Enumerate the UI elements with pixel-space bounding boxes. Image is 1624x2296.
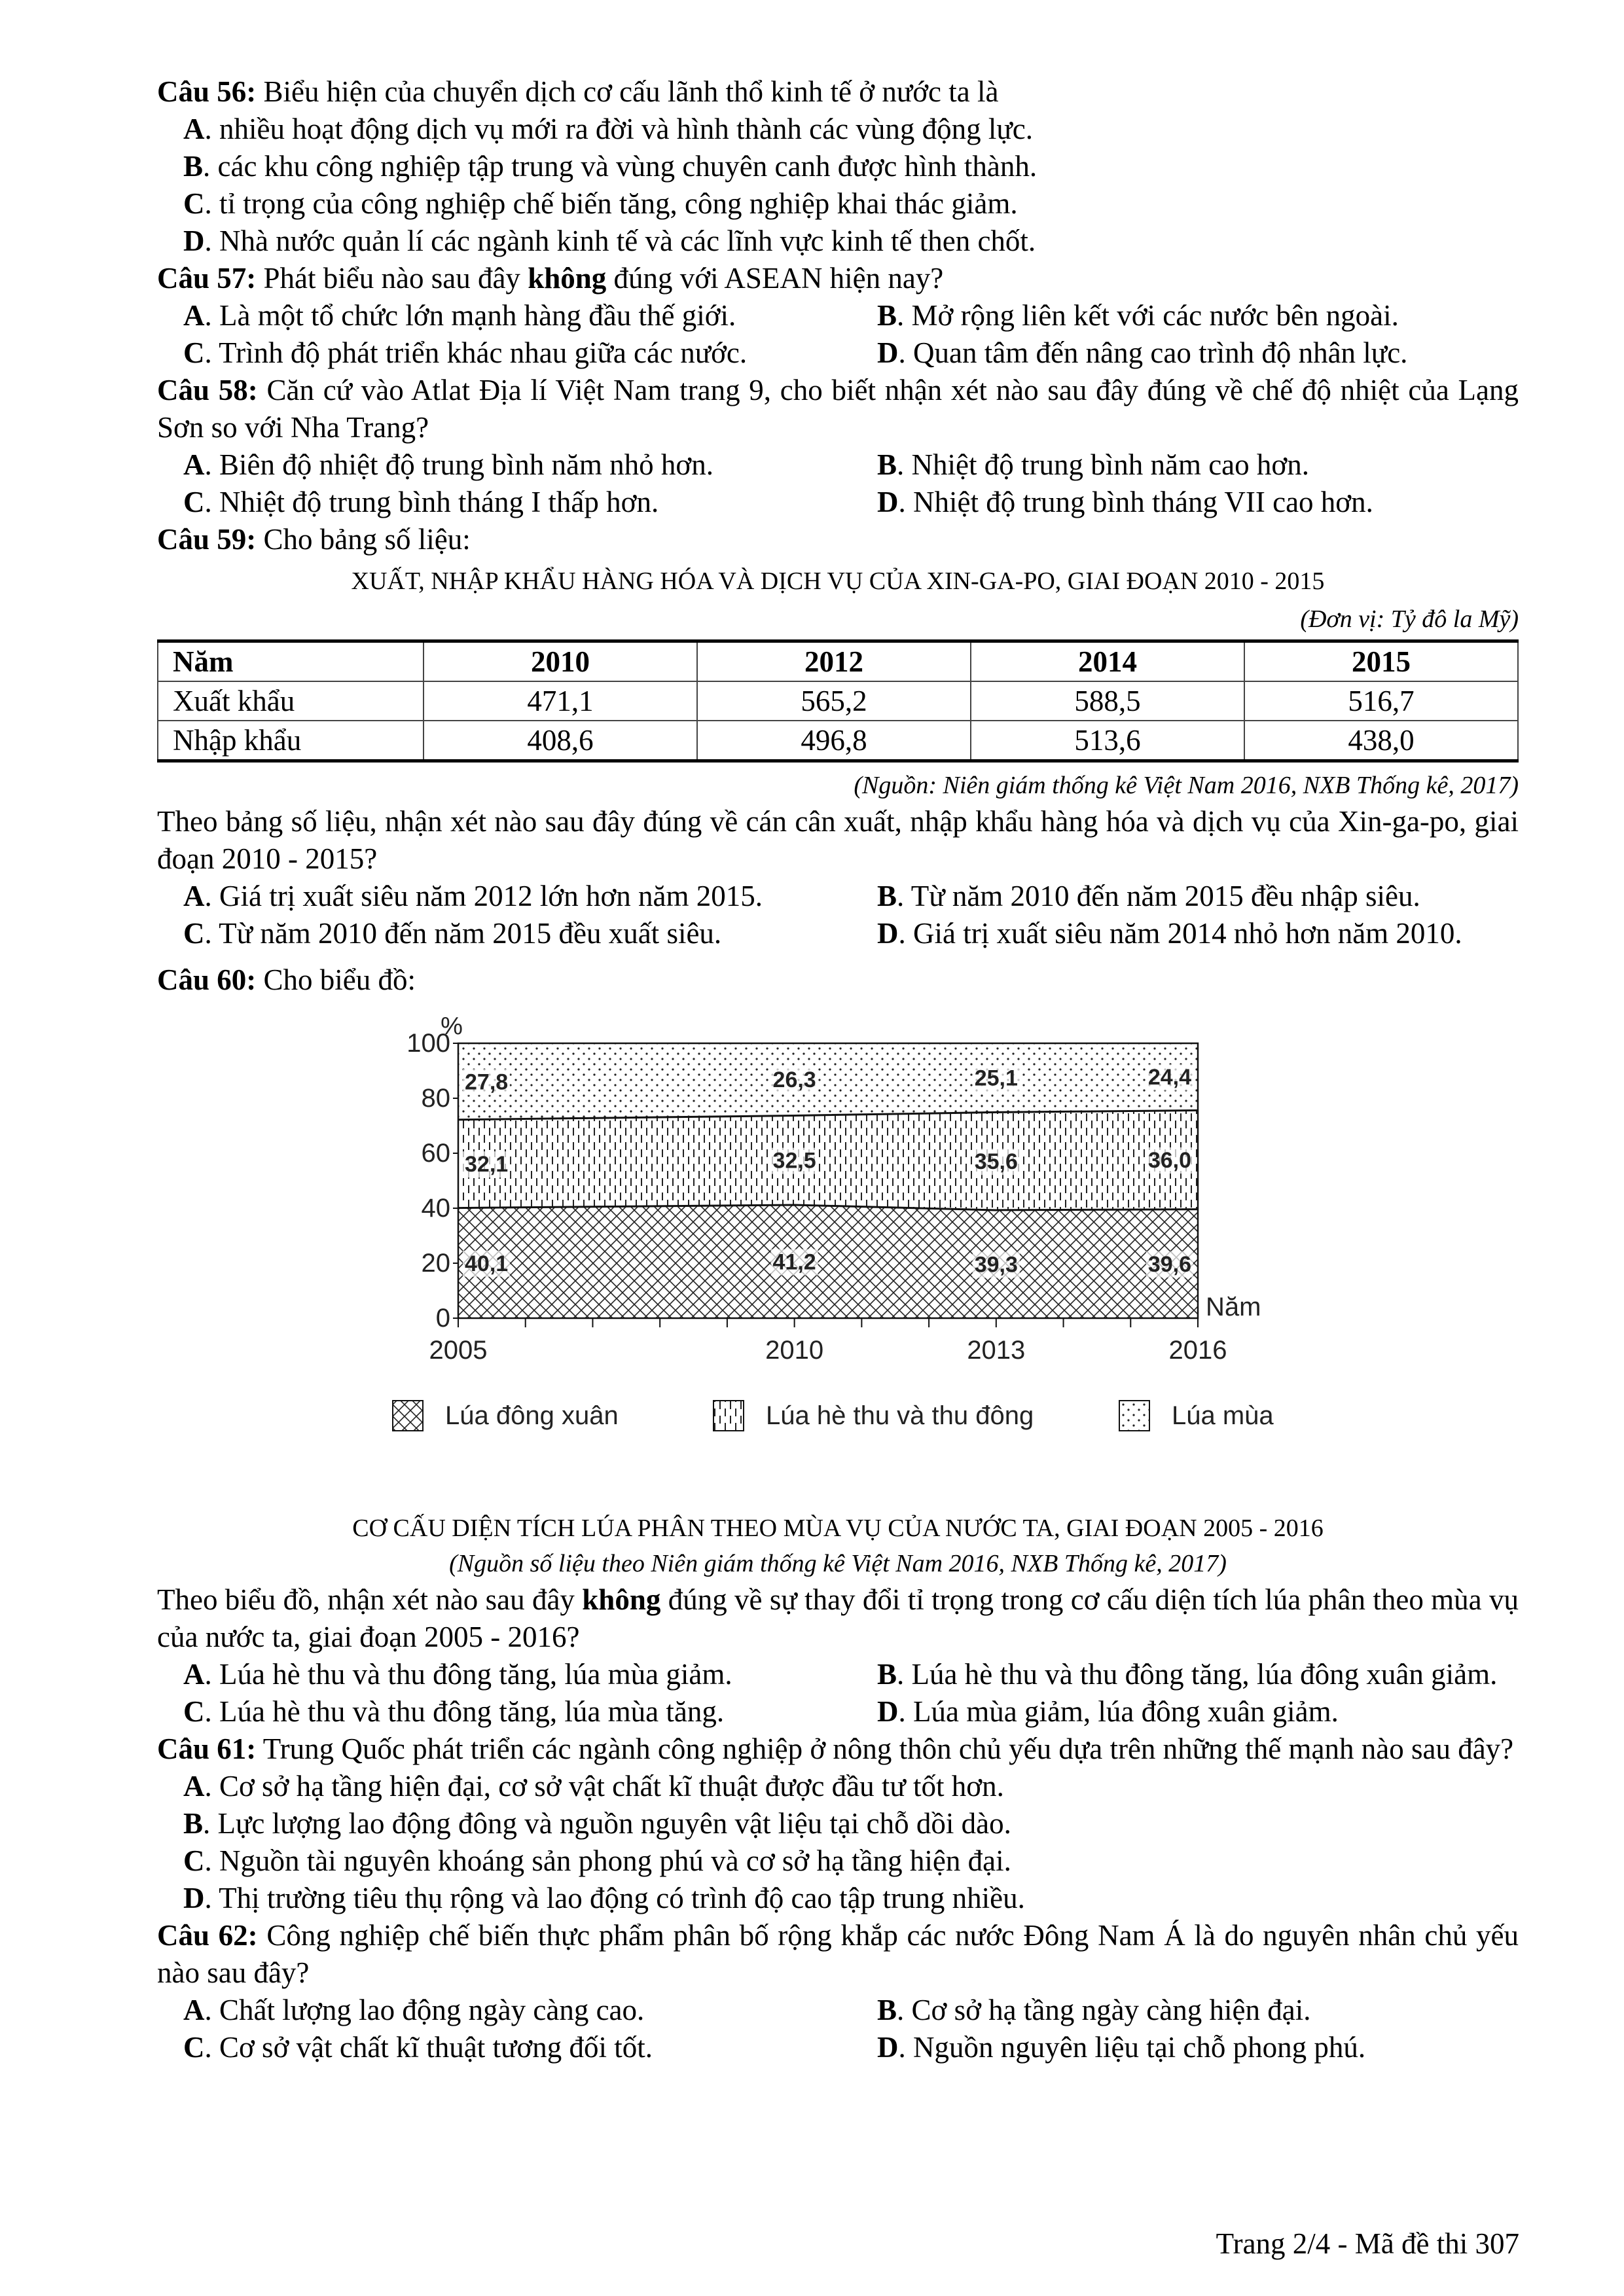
option-letter: B [877, 448, 897, 481]
table-cell: 516,7 [1244, 681, 1518, 721]
table-source: (Nguồn: Niên giám thống kê Việt Nam 2016, NXB Thống kê, 2017) [854, 772, 1519, 799]
table-cell: 496,8 [697, 721, 971, 761]
question-text: Phát biểu nào sau đây [256, 262, 528, 295]
question-60-prompt [157, 1581, 1519, 1656]
option-text: . Nhiệt độ trung bình năm cao hơn. [897, 448, 1309, 481]
option-text: . Giá trị xuất siêu năm 2012 lớn hơn năm 2015. [204, 880, 763, 912]
option-a[interactable] [183, 297, 877, 334]
question-label: Câu 61: [157, 1732, 257, 1765]
x-tick-label: 2005 [429, 1336, 488, 1365]
option-row [157, 1992, 1519, 2029]
option-text: . Nhà nước quản lí các ngành kinh tế và các lĩnh vực kinh tế then chốt. [204, 224, 1036, 257]
option-letter: D [877, 1695, 899, 1728]
table-row [158, 721, 1518, 761]
table-header-cell: 2015 [1244, 641, 1518, 682]
data-label: 35,6 [974, 1149, 1018, 1175]
table-cell: Xuất khẩu [158, 681, 424, 721]
table-header-cell: 2012 [697, 641, 971, 682]
option-c[interactable] [157, 1842, 1519, 1880]
option-text: . Giá trị xuất siêu năm 2014 nhỏ hơn năm 2010. [898, 917, 1462, 950]
table-cell: 408,6 [424, 721, 697, 761]
option-d[interactable] [157, 223, 1519, 260]
option-letter: C [183, 1695, 205, 1728]
x-tick-label: 2013 [967, 1336, 1026, 1365]
option-a[interactable] [183, 1992, 877, 2029]
question-label: Câu 59: [157, 523, 257, 556]
option-letter: D [877, 336, 899, 369]
question-59 [157, 521, 1519, 558]
option-letter: A [183, 299, 205, 332]
table-row [158, 681, 1518, 721]
chart-source: (Nguồn số liệu theo Niên giám thống kê Việt Nam 2016, NXB Thống kê, 2017) [449, 1550, 1227, 1577]
option-b[interactable] [157, 1805, 1519, 1842]
option-letter: B [183, 150, 204, 183]
option-letter: A [183, 880, 205, 912]
area-lúa-mùa [458, 1043, 1198, 1120]
option-row [157, 446, 1519, 484]
option-b[interactable] [877, 1656, 1497, 1693]
option-letter: B [877, 1658, 897, 1691]
question-text: Cho biểu đồ: [256, 963, 416, 996]
option-b[interactable] [877, 1992, 1310, 2029]
option-text: . Lực lượng lao động đông và nguồn nguyên vật liệu tại chỗ dồi dào. [203, 1807, 1011, 1840]
option-letter: A [183, 448, 205, 481]
question-60 [157, 961, 1519, 999]
data-label: 26,3 [772, 1067, 816, 1093]
option-d[interactable] [157, 1880, 1519, 1917]
option-text: . Lúa hè thu và thu đông tăng, lúa mùa giảm. [204, 1658, 732, 1691]
table-unit: (Đơn vị: Tỷ đô la Mỹ) [1300, 605, 1519, 633]
option-text: . Là một tổ chức lớn mạnh hàng đầu thế giới. [204, 299, 736, 332]
option-row [157, 915, 1519, 952]
legend-swatch [1119, 1401, 1149, 1431]
option-letter: B [877, 1994, 897, 2026]
option-a[interactable] [157, 111, 1519, 148]
option-letter: C [183, 336, 205, 369]
legend-label: Lúa đông xuân [445, 1401, 619, 1430]
data-label: 24,4 [1147, 1065, 1191, 1090]
option-letter: C [183, 187, 205, 220]
chart-areas [458, 1043, 1198, 1318]
y-tick-label: 0 [435, 1304, 450, 1333]
question-label: Câu 62: [157, 1919, 258, 1952]
question-59-prompt: Theo bảng số liệu, nhận xét nào sau đây đúng về cán cân xuất, nhập khẩu hàng hóa và dịch vụ của Xin-ga-po, giai đoạn 2010 - 2015? [157, 805, 1519, 875]
option-letter: D [877, 917, 899, 950]
data-label: 41,2 [772, 1249, 816, 1275]
option-text: . Biên độ nhiệt độ trung bình năm nhỏ hơn. [204, 448, 713, 481]
question-57 [157, 260, 1519, 297]
data-label: 25,1 [974, 1066, 1018, 1091]
option-c[interactable] [183, 484, 877, 521]
table-cell: 513,6 [971, 721, 1244, 761]
question-61 [157, 1731, 1519, 1768]
option-text: . Trình độ phát triển khác nhau giữa các nước. [204, 336, 748, 369]
question-label: Câu 60: [157, 963, 257, 996]
table-cell: 588,5 [971, 681, 1244, 721]
option-c[interactable] [183, 1693, 877, 1731]
question-text: Trung Quốc phát triển các ngành công nghiệp ở nông thôn chủ yếu dựa trên những thế mạnh nào sau đây? [256, 1732, 1514, 1765]
option-row [157, 297, 1519, 334]
option-row [157, 1656, 1519, 1693]
y-tick-label: 80 [421, 1084, 450, 1113]
option-text: . Nhiệt độ trung bình tháng VII cao hơn. [898, 486, 1373, 518]
option-letter: B [877, 880, 897, 912]
option-d[interactable] [877, 1693, 1339, 1731]
option-letter: A [183, 1994, 205, 2026]
question-56 [157, 73, 1519, 111]
question-label: Câu 58: [157, 374, 258, 406]
option-letter: C [183, 2031, 205, 2064]
option-c[interactable] [183, 2029, 877, 2066]
option-b[interactable] [877, 446, 1309, 484]
question-text: Cho bảng số liệu: [256, 523, 471, 556]
option-a[interactable] [183, 446, 877, 484]
option-b[interactable] [157, 148, 1519, 185]
option-text: . Nguồn nguyên liệu tại chỗ phong phú. [898, 2031, 1366, 2064]
stacked-area-chart [157, 1004, 1519, 1508]
question-text: Theo biểu đồ, nhận xét nào sau đây [157, 1583, 583, 1616]
data-table [157, 639, 1519, 762]
option-text: . Nguồn tài nguyên khoáng sản phong phú và cơ sở hạ tầng hiện đại. [204, 1844, 1011, 1877]
option-c[interactable] [183, 334, 877, 372]
option-row [157, 878, 1519, 915]
question-58 [157, 372, 1519, 446]
data-label: 39,6 [1147, 1251, 1191, 1277]
option-letter: C [183, 1844, 205, 1877]
question-label: Câu 57: [157, 262, 257, 295]
option-c[interactable] [157, 185, 1519, 223]
option-text: . Cơ sở hạ tầng ngày càng hiện đại. [897, 1994, 1311, 2026]
table-cell: 438,0 [1244, 721, 1518, 761]
option-text: . Từ năm 2010 đến năm 2015 đều nhập siêu. [897, 880, 1420, 912]
exam-page [157, 73, 1519, 2066]
legend-label: Lúa mùa [1172, 1401, 1274, 1430]
option-letter: A [183, 113, 205, 145]
legend-label: Lúa hè thu và thu đông [766, 1401, 1034, 1430]
table-cell: 471,1 [424, 681, 697, 721]
question-text: đúng với ASEAN hiện nay? [606, 262, 944, 295]
question-label: Câu 56: [157, 75, 257, 108]
x-tick-label: 2010 [765, 1336, 824, 1365]
option-row [157, 2029, 1519, 2066]
option-text: . các khu công nghiệp tập trung và vùng chuyên canh được hình thành. [203, 150, 1038, 183]
option-text: . Lúa hè thu và thu đông tăng, lúa đông xuân giảm. [897, 1658, 1498, 1691]
y-tick-label: 40 [421, 1194, 450, 1223]
table-header-cell: 2010 [424, 641, 697, 682]
option-b[interactable] [877, 297, 1399, 334]
option-a[interactable] [183, 878, 877, 915]
chart-legend [393, 1401, 1274, 1431]
option-row [157, 1693, 1519, 1731]
y-tick-label: 100 [406, 1029, 450, 1058]
option-text: . Lúa hè thu và thu đông tăng, lúa mùa tăng. [204, 1695, 725, 1728]
option-text: . Cơ sở hạ tầng hiện đại, cơ sở vật chất kĩ thuật được đầu tư tốt hơn. [204, 1770, 1004, 1803]
x-axis-label: Năm [1206, 1293, 1261, 1321]
option-a[interactable] [183, 1656, 877, 1693]
option-letter: C [183, 486, 205, 518]
y-tick-label: 20 [421, 1249, 450, 1278]
area-lúa-hè-thu-và-thu-đông [458, 1110, 1198, 1210]
data-label: 32,1 [465, 1152, 509, 1177]
option-text: . tỉ trọng của công nghiệp chế biến tăng, công nghiệp khai thác giảm. [204, 187, 1018, 220]
option-text: . Cơ sở vật chất kĩ thuật tương đối tốt. [204, 2031, 653, 2064]
x-tick-label: 2016 [1168, 1336, 1227, 1365]
option-b[interactable] [877, 878, 1420, 915]
question-keyword: không [582, 1583, 661, 1616]
option-text: . nhiều hoạt động dịch vụ mới ra đời và hình thành các vùng động lực. [204, 113, 1033, 145]
question-text: Biểu hiện của chuyển dịch cơ cấu lãnh thổ kinh tế ở nước ta là [256, 75, 999, 108]
option-text: . Quan tâm đến nâng cao trình độ nhân lực. [898, 336, 1408, 369]
option-letter: D [877, 2031, 899, 2064]
option-d[interactable] [877, 2029, 1365, 2066]
table-header-row [158, 641, 1518, 682]
option-d[interactable] [877, 484, 1373, 521]
option-text: . Mở rộng liên kết với các nước bên ngoài. [897, 299, 1399, 332]
table-header-cell: 2014 [971, 641, 1244, 682]
page-footer: Trang 2/4 - Mã đề thi 307 [1216, 2227, 1519, 2260]
table-header-cell: Năm [158, 641, 424, 682]
option-letter: B [877, 299, 897, 332]
option-text: . Thị trường tiêu thụ rộng và lao động có trình độ cao tập trung nhiều. [204, 1882, 1025, 1914]
question-62 [157, 1917, 1519, 1992]
legend-swatch [713, 1401, 744, 1431]
option-row [157, 484, 1519, 521]
legend-swatch [393, 1401, 423, 1431]
option-c[interactable] [183, 915, 877, 952]
option-letter: C [183, 917, 205, 950]
data-label: 40,1 [465, 1251, 509, 1276]
chart-svg [157, 1004, 1519, 1508]
y-tick-label: 60 [421, 1139, 450, 1168]
option-row [157, 334, 1519, 372]
question-text: Công nghiệp chế biến thực phẩm phân bố rộng khắp các nước Đông Nam Á là do nguyên nhân chủ yếu nào sau đây? [157, 1919, 1519, 1989]
option-d[interactable] [877, 915, 1462, 952]
table-title: XUẤT, NHẬP KHẨU HÀNG HÓA VÀ DỊCH VỤ CỦA XIN-GA-PO, GIAI ĐOẠN 2010 - 2015 [351, 567, 1325, 595]
option-text: . Từ năm 2010 đến năm 2015 đều xuất siêu. [204, 917, 722, 950]
option-d[interactable] [877, 334, 1407, 372]
data-label: 36,0 [1147, 1148, 1191, 1174]
option-text: . Lúa mùa giảm, lúa đông xuân giảm. [898, 1695, 1339, 1728]
option-letter: B [183, 1807, 204, 1840]
table-cell: 565,2 [697, 681, 971, 721]
option-letter: A [183, 1658, 205, 1691]
table-cell: Nhập khẩu [158, 721, 424, 761]
chart-title: CƠ CẤU DIỆN TÍCH LÚA PHÂN THEO MÙA VỤ CỦA NƯỚC TA, GIAI ĐOẠN 2005 - 2016 [352, 1515, 1324, 1542]
option-letter: D [183, 1882, 205, 1914]
data-label: 32,5 [772, 1148, 816, 1174]
area-lúa-đông-xuân [458, 1205, 1198, 1318]
data-label: 27,8 [465, 1069, 509, 1095]
option-letter: D [183, 224, 205, 257]
option-text: . Nhiệt độ trung bình tháng I thấp hơn. [204, 486, 659, 518]
question-text: đúng về sự thay đổi tỉ trọng trong cơ cấu diện tích lúa phân theo mùa vụ của nước ta, giai đoạn 2005 - 2016? [157, 1583, 1519, 1653]
option-a[interactable] [157, 1768, 1519, 1805]
question-text: Căn cứ vào Atlat Địa lí Việt Nam trang 9, cho biết nhận xét nào sau đây đúng về chế độ nhiệt của Lạng Sơn so với Nha Trang? [157, 374, 1519, 444]
data-label: 39,3 [974, 1252, 1018, 1278]
option-letter: A [183, 1770, 205, 1803]
option-letter: D [877, 486, 899, 518]
option-text: . Chất lượng lao động ngày càng cao. [204, 1994, 645, 2026]
question-keyword: không [528, 262, 607, 295]
y-axis-label: % [441, 1013, 463, 1040]
